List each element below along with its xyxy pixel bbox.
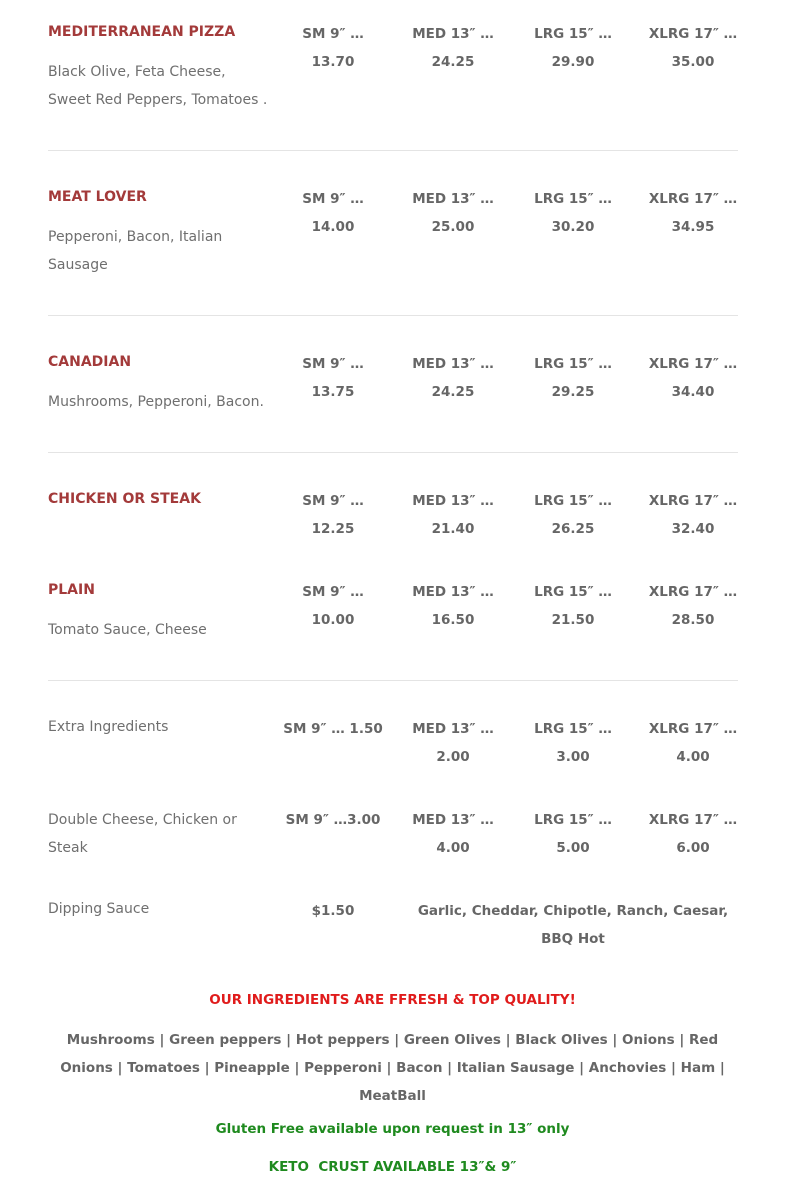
size-label: XLRG 17″ … bbox=[648, 584, 738, 600]
size-label: SM 9″ … bbox=[302, 356, 364, 372]
size-label: MED 13″ … bbox=[412, 584, 494, 600]
dipping-name: Dipping Sauce bbox=[48, 901, 150, 917]
size-price bbox=[523, 185, 623, 241]
item-name: MEAT LOVER bbox=[48, 189, 147, 205]
size-label: SM 9″ … bbox=[302, 26, 364, 42]
size-price bbox=[643, 350, 743, 406]
size-label: MED 13″ … bbox=[412, 26, 494, 42]
size-label: SM 9″ … bbox=[302, 584, 364, 600]
price-value: 16.50 bbox=[431, 612, 475, 628]
price-value: 14.00 bbox=[311, 219, 355, 235]
price-value: 6.00 bbox=[676, 840, 710, 856]
size-label: MED 13″ … bbox=[412, 356, 494, 372]
size-label: XLRG 17″ … bbox=[648, 356, 738, 372]
price-value: 34.40 bbox=[671, 384, 715, 400]
size-label: MED 13″ … bbox=[412, 721, 494, 737]
price-value: 5.00 bbox=[556, 840, 590, 856]
size-label: LRG 15″ … bbox=[534, 26, 612, 42]
size-price bbox=[283, 20, 383, 76]
extra-name: Extra Ingredients bbox=[48, 719, 169, 735]
price-value: 29.25 bbox=[551, 384, 595, 400]
size-price bbox=[283, 806, 383, 834]
item-name: CHICKEN OR STEAK bbox=[48, 491, 201, 507]
price-value: 21.40 bbox=[431, 521, 475, 537]
size-price bbox=[403, 350, 503, 406]
size-label: SM 9″ … 1.50 bbox=[283, 721, 383, 737]
size-price bbox=[523, 487, 623, 543]
quality-banner: OUR INGREDIENTS ARE FFRESH & TOP QUALITY! bbox=[209, 992, 576, 1008]
item-description: Pepperoni, Bacon, Italian Sausage bbox=[48, 229, 223, 273]
price-value: 26.25 bbox=[551, 521, 595, 537]
price-value: 30.20 bbox=[551, 219, 595, 235]
price-value: 29.90 bbox=[551, 54, 595, 70]
size-label: XLRG 17″ … bbox=[648, 493, 738, 509]
divider bbox=[48, 452, 738, 453]
size-price bbox=[283, 350, 383, 406]
item-description: Tomato Sauce, Cheese bbox=[48, 622, 207, 638]
size-label: SM 9″ … bbox=[302, 191, 364, 207]
item-description: Black Olive, Feta Cheese, Sweet Red Peppers, Tomatoes . bbox=[48, 64, 268, 108]
gluten-free-note: Gluten Free available upon request in 13″ only bbox=[215, 1121, 570, 1137]
price-value: 13.75 bbox=[311, 384, 355, 400]
size-price bbox=[403, 715, 503, 771]
size-label: SM 9″ …3.00 bbox=[285, 812, 381, 828]
size-label: MED 13″ … bbox=[412, 191, 494, 207]
divider bbox=[48, 315, 738, 316]
size-price bbox=[643, 487, 743, 543]
size-price bbox=[283, 715, 383, 743]
size-price bbox=[643, 20, 743, 76]
item-name: MEDITERRANEAN PIZZA bbox=[48, 24, 236, 40]
size-label: LRG 15″ … bbox=[534, 356, 612, 372]
price-value: 21.50 bbox=[551, 612, 595, 628]
size-label: MED 13″ … bbox=[412, 493, 494, 509]
item-description: Mushrooms, Pepperoni, Bacon. bbox=[48, 394, 264, 410]
price-value: 24.25 bbox=[431, 54, 475, 70]
size-price bbox=[403, 578, 503, 634]
price-value: 12.25 bbox=[311, 521, 355, 537]
price-value: 34.95 bbox=[671, 219, 715, 235]
size-price bbox=[403, 20, 503, 76]
size-label: LRG 15″ … bbox=[534, 493, 612, 509]
size-price bbox=[523, 20, 623, 76]
size-price bbox=[523, 806, 623, 862]
size-label: LRG 15″ … bbox=[534, 191, 612, 207]
size-label: XLRG 17″ … bbox=[648, 191, 738, 207]
size-price bbox=[403, 185, 503, 241]
size-label: LRG 15″ … bbox=[534, 584, 612, 600]
price-value: 32.40 bbox=[671, 521, 715, 537]
price-value: 10.00 bbox=[311, 612, 355, 628]
size-price bbox=[283, 185, 383, 241]
price-value: 4.00 bbox=[676, 749, 710, 765]
size-price bbox=[643, 715, 743, 771]
size-price bbox=[643, 578, 743, 634]
price-value: 4.00 bbox=[436, 840, 470, 856]
price-value: 35.00 bbox=[671, 54, 715, 70]
size-price bbox=[523, 715, 623, 771]
price-value: 13.70 bbox=[311, 54, 355, 70]
size-price bbox=[283, 578, 383, 634]
size-label: LRG 15″ … bbox=[534, 721, 612, 737]
item-name: PLAIN bbox=[48, 582, 95, 598]
size-price bbox=[283, 487, 383, 543]
size-label: XLRG 17″ … bbox=[648, 812, 738, 828]
size-price bbox=[403, 806, 503, 862]
size-price bbox=[643, 185, 743, 241]
price-value: 28.50 bbox=[671, 612, 715, 628]
size-label: XLRG 17″ … bbox=[648, 26, 738, 42]
price-value: 24.25 bbox=[431, 384, 475, 400]
price-value: 3.00 bbox=[556, 749, 590, 765]
size-price bbox=[523, 578, 623, 634]
size-label: LRG 15″ … bbox=[534, 812, 612, 828]
keto-note: KETO CRUST AVAILABLE 13″& 9″ bbox=[268, 1159, 517, 1175]
size-price bbox=[643, 806, 743, 862]
size-label: MED 13″ … bbox=[412, 812, 494, 828]
dipping-options: Garlic, Cheddar, Chipotle, Ranch, Caesar, BBQ Hot bbox=[417, 903, 729, 947]
extra-name: Double Cheese, Chicken or Steak bbox=[48, 812, 237, 856]
divider bbox=[48, 150, 738, 151]
size-label: XLRG 17″ … bbox=[648, 721, 738, 737]
price-value: 2.00 bbox=[436, 749, 470, 765]
item-name: CANADIAN bbox=[48, 354, 132, 370]
size-price bbox=[403, 487, 503, 543]
size-label: SM 9″ … bbox=[302, 493, 364, 509]
ingredient-list: Mushrooms | Green peppers | Hot peppers | Green Olives | Black Olives | Onions | Red Onions | Tomatoes | Pineapple | Pepperoni | Bacon | Italian Sausage | Anchovies | Ham | MeatBall bbox=[60, 1032, 725, 1104]
dipping-price: $1.50 bbox=[311, 903, 355, 919]
size-price bbox=[523, 350, 623, 406]
divider bbox=[48, 680, 738, 681]
price-value: 25.00 bbox=[431, 219, 475, 235]
